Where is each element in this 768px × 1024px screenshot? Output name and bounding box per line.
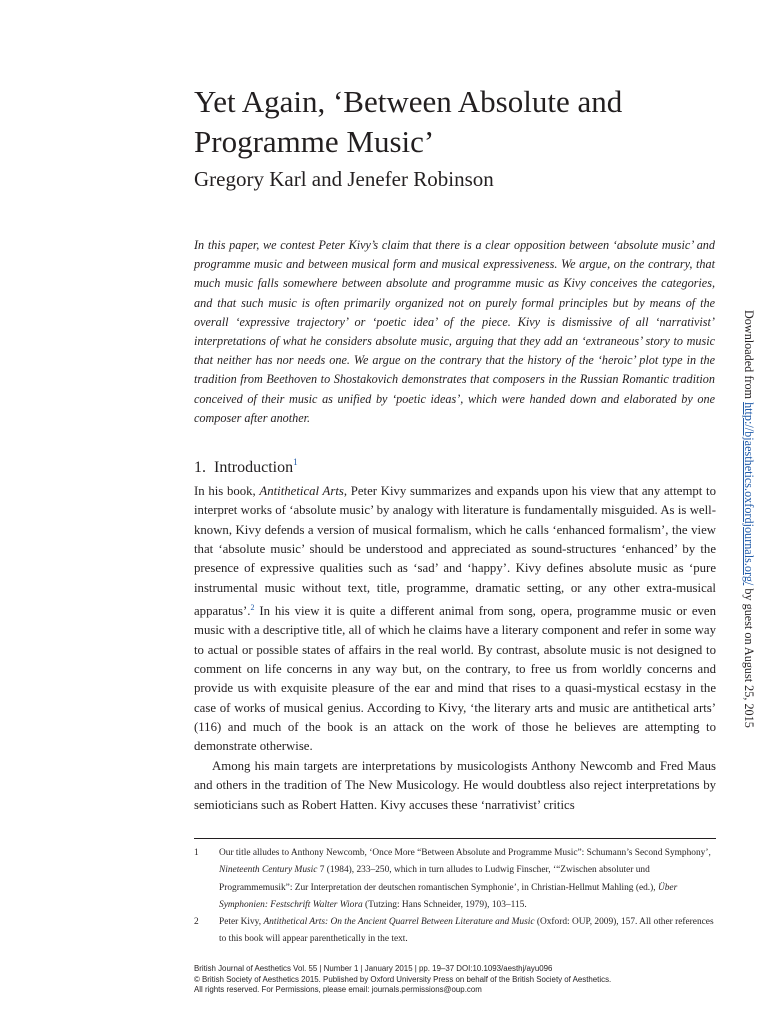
book-title: Antithetical Arts bbox=[259, 484, 344, 498]
footnote-2-part-b: (Oxford: OUP, 2009), 157. All other references to this book will appear parenthetically in the text. bbox=[219, 917, 714, 945]
section-number: 1. bbox=[194, 459, 206, 476]
footnote-1-part-a: Our title alludes to Anthony Newcomb, ‘Once More “Between Absolute and Programme Music”: Schumann’s Second Symphony’, bbox=[219, 848, 711, 858]
journal-info bbox=[194, 964, 724, 996]
footnote-number: 1 bbox=[194, 848, 199, 858]
download-link[interactable]: http://bjaesthetics.oxfordjournals.org/ bbox=[742, 402, 756, 586]
download-suffix: by guest on August 25, 2015 bbox=[742, 585, 756, 728]
footnote-ref-1[interactable]: 1 bbox=[293, 457, 298, 467]
journal-citation: British Journal of Aesthetics Vol. 55 | Number 1 | January 2015 | pp. 19–37 DOI:10.1093/aesthj/ayu096 bbox=[194, 964, 553, 973]
footnote-1-journal: Nineteenth Century Music bbox=[219, 865, 318, 876]
footnotes bbox=[194, 845, 716, 949]
footnote-1-part-b: 7 (1984), 233–250, which in turn alludes to Ludwig Finscher, ‘“Zwischen absoluter und Programmemusik”: Zur Interpretation der deutschen romantischen Symphonie’, in Christian-Hellmut Mahling (ed.), bbox=[219, 865, 658, 893]
footnote-1-part-c: (Tutzing: Hans Schneider, 1979), 103–115. bbox=[362, 899, 527, 910]
paper-title bbox=[194, 82, 714, 162]
footnote-2-book: Antithetical Arts: On the Ancient Quarrel Between Literature and Music bbox=[263, 917, 535, 928]
abstract: In this paper, we contest Peter Kivy’s claim that there is a clear opposition between ‘absolute music’ and programme music and between musical form and musical expressiveness. We argue, on the contrary, that much music falls somewhere between absolute and programme music as Kivy conceives the categories, and that such music is often primarily organized not on purely formal principles but by means of the overall ‘expressive trajectory’ or ‘poetic idea’ of the piece. Kivy is dismissive of all ‘narrativist’ interpretations of what he considers absolute music, arguing that they add an ‘extraneous’ story to music that neither has nor needs one. We argue on the contrary that the history of the ‘heroic’ plot type in the tradition from Beethoven to Shostakovich demonstrates that composers in the Russian Romantic tradition conceived of their music as unified by ‘poetic ideas’, which were handed down and elaborated by one composer after another. bbox=[194, 238, 715, 425]
download-watermark bbox=[737, 310, 759, 746]
section-title: Introduction bbox=[214, 459, 294, 476]
footnote-2-part-a: Peter Kivy, bbox=[219, 917, 264, 928]
footnote-number: 2 bbox=[194, 917, 199, 928]
paragraph-1 bbox=[194, 482, 716, 757]
download-watermark-text bbox=[741, 310, 756, 728]
footnote-divider bbox=[194, 838, 716, 839]
permissions-notice: All rights reserved. For Permissions, please email: journals.permissions@oup.com bbox=[194, 985, 482, 995]
footnote-ref-2[interactable]: 2 bbox=[250, 603, 255, 613]
download-prefix: Downloaded from bbox=[742, 310, 756, 403]
copyright-notice: © British Society of Aesthetics 2015. Published by Oxford University Press on behalf of the British Society of Aesthetics. bbox=[194, 974, 612, 984]
paragraph-2: Among his main targets are interpretations by musicologists Anthony Newcomb and Fred Maus and others in the tradition of The New Musicology. He would doubtless also reject interpretations by semioticians such as Robert Hatten. Kivy accuses these ‘narrativist’ critics bbox=[194, 758, 716, 812]
footnote-1 bbox=[194, 845, 716, 914]
footnote-text bbox=[219, 914, 716, 949]
title-line-1: Yet Again, ‘Between Absolute and bbox=[194, 84, 623, 119]
paper-authors: Gregory Karl and Jenefer Robinson bbox=[194, 167, 494, 191]
footnote-1-book: Über Symphonien: Festschrift Walter Wiora bbox=[219, 882, 678, 910]
title-line-2: Programme Music’ bbox=[194, 124, 435, 159]
paragraph-1-part-a: In his book, bbox=[194, 484, 260, 498]
footnote-text bbox=[219, 845, 716, 914]
body-text bbox=[194, 482, 716, 815]
section-heading bbox=[194, 452, 298, 478]
paragraph-1-part-c: In his view it is quite a different animal from song, opera, programme music or even music with a descriptive title, all of which he claims have a literary component and refer in some way to actual or possible states of affairs in the real world. By contrast, absolute music is not designed to comment on life concerns in any way but, on the contrary, to free us from worldly concerns and provide us with exquisite pleasure of the ear and mind that rises to a quasi-mystical ecstasy in the case of works of musical genius. According to Kivy, ‘the literary arts and music are antithetical arts’ (116) and much of the book is an attack on the work of those he believes are attempting to demonstrate otherwise. bbox=[194, 604, 716, 754]
footnote-2 bbox=[194, 914, 716, 949]
paragraph-1-part-b: , Peter Kivy summarizes and expands upon his view that any attempt to interpret works of ‘absolute music’ by analogy with literature is fundamentally misguided. As is well-known, Kivy defends a version of musical formalism, which he calls ‘enhanced formalism’, the view that ‘absolute music’ should be understood and appreciated as sound-structures ‘enhanced’ by the presence of expressive qualities such as ‘sad’ and ‘happy’. Kivy defines absolute music as ‘pure instrumental music without text, title, programme, dramatic setting, or any other extra-musical apparatus’. bbox=[194, 484, 716, 619]
